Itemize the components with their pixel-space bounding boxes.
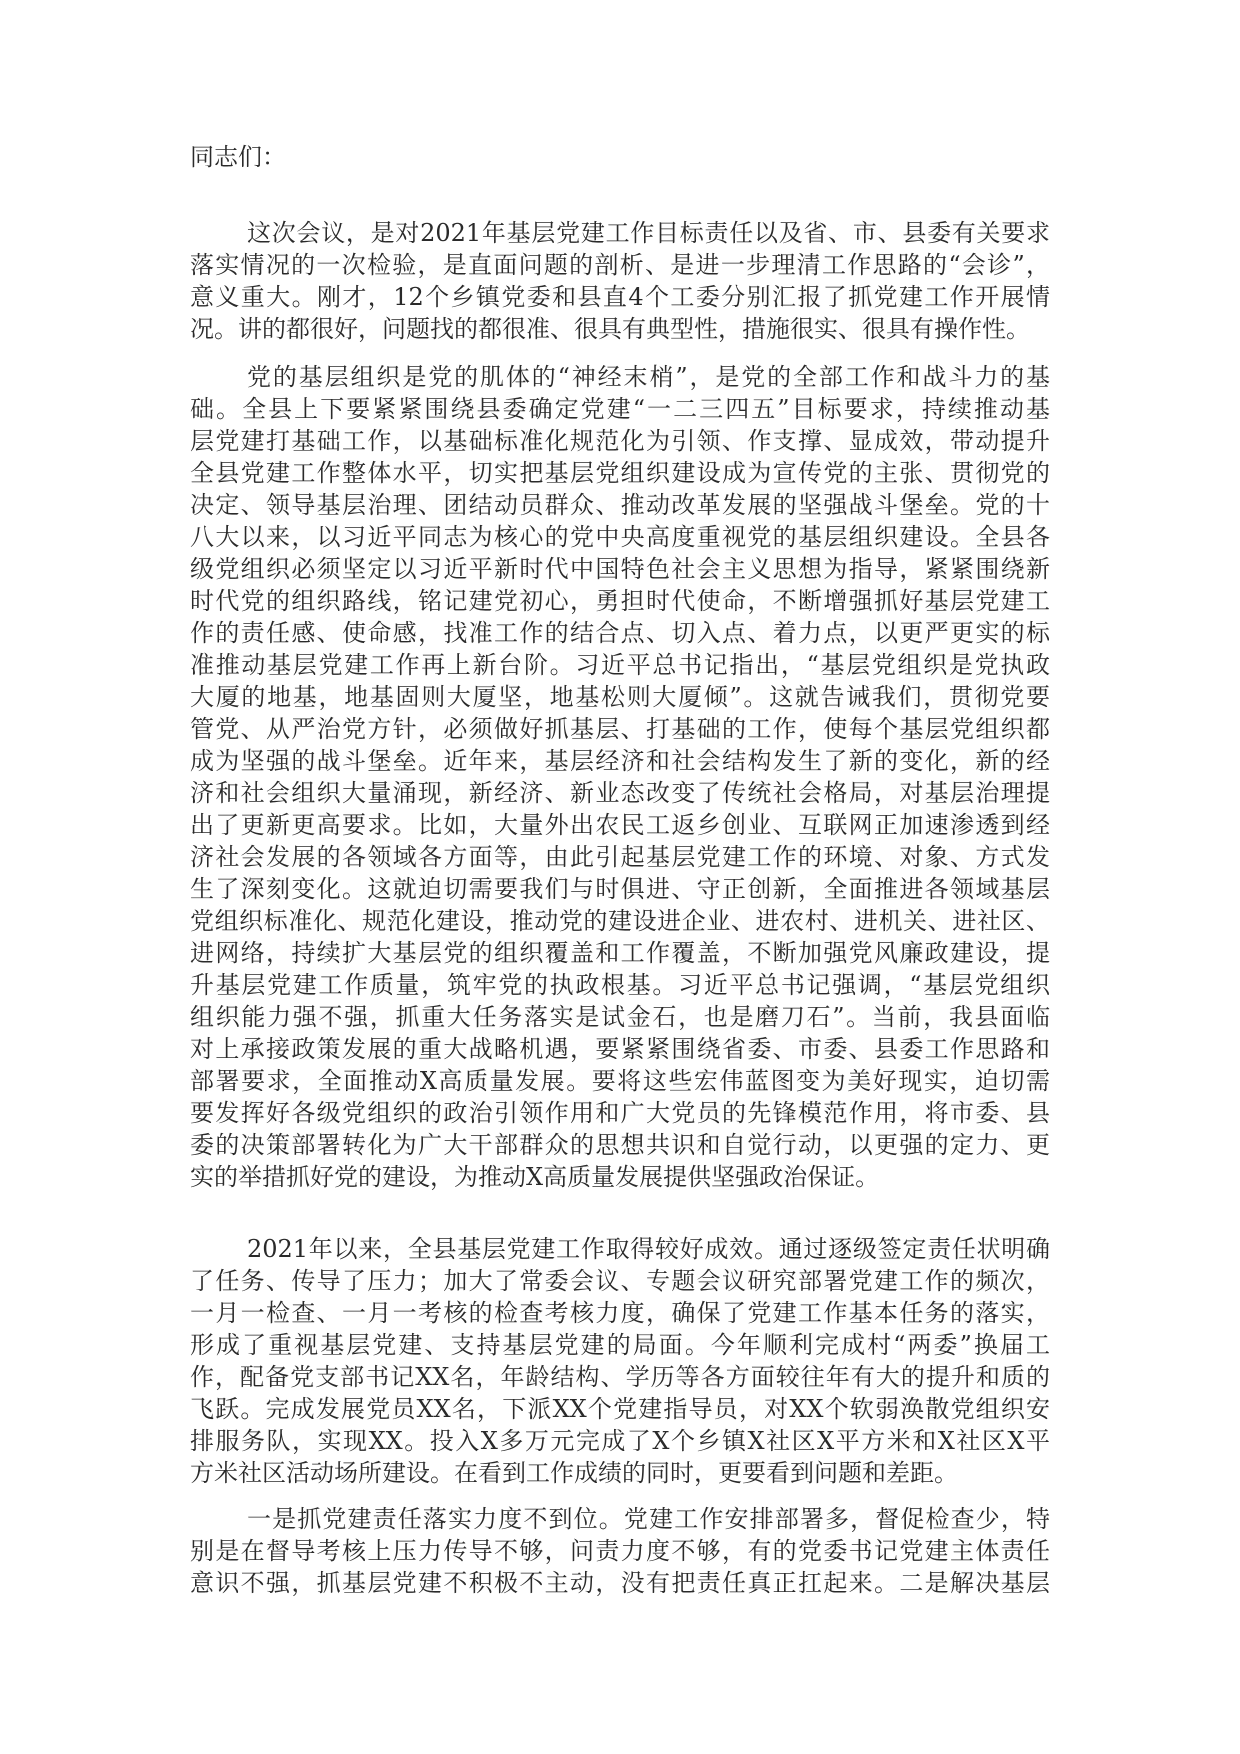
text-line (190, 777, 1050, 809)
text-line (190, 1425, 1050, 1457)
text-line (190, 361, 1050, 393)
line-text: 层党建打基础工作，以基础标准化规范化为引领、作支撑、显成效，带动提升 (190, 427, 1050, 455)
text-line (190, 1503, 1050, 1535)
line-text: 党组织标准化、规范化建设，推动党的建设进企业、进农村、进机关、进社区、 (190, 907, 1050, 935)
text-line (190, 457, 1050, 489)
line-text: 大厦的地基，地基固则大厦坚，地基松则大厦倾”。这就告诫我们，贯彻党要 (190, 683, 1050, 711)
line-text: 进网络，持续扩大基层党的组织覆盖和工作覆盖，不断加强党风廉政建设，提 (190, 939, 1050, 967)
line-text: 八大以来，以习近平同志为核心的党中央高度重视党的基层组织建设。全县各 (190, 523, 1050, 551)
text-line (190, 809, 1050, 841)
line-text: 2021年以来，全县基层党建工作取得较好成效。通过逐级签定责任状明确 (247, 1235, 1050, 1263)
line-text: 要发挥好各级党组织的政治引领作用和广大党员的先锋模范作用，将市委、县 (190, 1099, 1050, 1127)
line-text: 飞跃。完成发展党员XX名，下派XX个党建指导员，对XX个软弱涣散党组织安 (190, 1395, 1050, 1423)
line-text: 升基层党建工作质量，筑牢党的执政根基。习近平总书记强调，“基层党组织 (190, 971, 1050, 999)
text-line (190, 713, 1050, 745)
text-line (190, 425, 1050, 457)
text-line (190, 905, 1050, 937)
line-text: 对上承接政策发展的重大战略机遇，要紧紧围绕省委、市委、县委工作思路和 (190, 1035, 1050, 1063)
line-text: 济社会发展的各领域各方面等，由此引起基层党建工作的环境、对象、方式发 (190, 843, 1050, 871)
text-line (190, 1297, 1050, 1329)
text-line (190, 1001, 1050, 1033)
text-line (190, 553, 1050, 585)
paragraph (190, 217, 1060, 345)
text-line (190, 1457, 1050, 1489)
text-line (190, 393, 1050, 425)
text-line (190, 1033, 1050, 1065)
line-text: 一是抓党建责任落实力度不到位。党建工作安排部署多，督促检查少，特 (247, 1505, 1050, 1533)
line-text: 作，配备党支部书记XX名，年龄结构、学历等各方面较往年有大的提升和质的 (190, 1363, 1050, 1391)
line-text: 作的责任感、使命感，找准工作的结合点、切入点、着力点，以更严更实的标 (190, 619, 1050, 647)
line-text: 出了更新更高要求。比如，大量外出农民工返乡创业、互联网正加速渗透到经 (190, 811, 1050, 839)
line-text: 级党组织必须坚定以习近平新时代中国特色社会主义思想为指导，紧紧围绕新 (190, 555, 1050, 583)
text-line (190, 249, 1050, 281)
line-text: 形成了重视基层党建、支持基层党建的局面。今年顺利完成村“两委”换届工 (190, 1331, 1050, 1359)
line-text: 这次会议，是对2021年基层党建工作目标责任以及省、市、县委有关要求 (247, 219, 1050, 247)
line-text: 组织能力强不强，抓重大任务落实是试金石，也是磨刀石”。当前，我县面临 (190, 1003, 1050, 1031)
text-line (190, 1535, 1050, 1567)
line-text: 实的举措抓好党的建设，为推动X高质量发展提供坚强政治保证。 (190, 1163, 880, 1191)
paragraph (190, 1503, 1060, 1599)
text-line (190, 1233, 1050, 1265)
text-line (190, 1097, 1050, 1129)
line-text: 委的决策部署转化为广大干部群众的思想共识和自觉行动，以更强的定力、更 (190, 1131, 1050, 1159)
text-line (190, 217, 1050, 249)
line-text: 落实情况的一次检验，是直面问题的剖析、是进一步理清工作思路的“会诊”， (190, 251, 1050, 279)
line-text: 全县党建工作整体水平，切实把基层党组织建设成为宣传党的主张、贯彻党的 (190, 459, 1050, 487)
line-text: 了任务、传导了压力；加大了常委会议、专题会议研究部署党建工作的频次， (190, 1267, 1050, 1295)
paragraph (190, 361, 1060, 1193)
line-text: 管党、从严治党方针，必须做好抓基层、打基础的工作，使每个基层党组织都 (190, 715, 1050, 743)
line-text: 方米社区活动场所建设。在看到工作成绩的同时，更要看到问题和差距。 (190, 1459, 958, 1487)
text-line (190, 1065, 1050, 1097)
line-text: 别是在督导考核上压力传导不够，问责力度不够，有的党委书记党建主体责任 (190, 1537, 1050, 1565)
text-line (190, 937, 1050, 969)
line-text: 决定、领导基层治理、团结动员群众、推动改革发展的坚强战斗堡垒。党的十 (190, 491, 1050, 519)
line-text: 排服务队，实现XX。投入X多万元完成了X个乡镇X社区X平方米和X社区X平 (190, 1427, 1050, 1455)
line-text: 济和社会组织大量涌现，新经济、新业态改变了传统社会格局，对基层治理提 (190, 779, 1050, 807)
line-text: 成为坚强的战斗堡垒。近年来，基层经济和社会结构发生了新的变化，新的经 (190, 747, 1050, 775)
line-text: 时代党的组织路线，铭记建党初心，勇担时代使命，不断增强抓好基层党建工 (190, 587, 1050, 615)
text-line (190, 521, 1050, 553)
paragraph (190, 1233, 1060, 1489)
text-line (190, 1567, 1050, 1599)
line-text: 础。全县上下要紧紧围绕县委确定党建“一二三四五”目标要求，持续推动基 (190, 395, 1050, 423)
text-line (190, 1265, 1050, 1297)
line-text: 部署要求，全面推动X高质量发展。要将这些宏伟蓝图变为美好现实，迫切需 (190, 1067, 1050, 1095)
text-line (190, 585, 1050, 617)
text-line (190, 281, 1050, 313)
text-line (190, 1161, 1050, 1193)
line-text: 况。讲的都很好，问题找的都很准、很具有典型性，措施很实、很具有操作性。 (190, 315, 1030, 343)
text-line (190, 649, 1050, 681)
text-line (190, 617, 1050, 649)
text-line (190, 1393, 1050, 1425)
text-line (190, 745, 1050, 777)
line-text: 一月一检查、一月一考核的检查考核力度，确保了党建工作基本任务的落实， (190, 1299, 1050, 1327)
text-line (190, 841, 1050, 873)
text-line (190, 489, 1050, 521)
text-line (190, 681, 1050, 713)
line-text: 准推动基层党建工作再上新台阶。习近平总书记指出，“基层党组织是党执政 (190, 651, 1050, 679)
text-line (190, 1361, 1050, 1393)
line-text: 意识不强，抓基层党建不积极不主动，没有把责任真正扛起来。二是解决基层 (190, 1569, 1050, 1597)
text-line (190, 1129, 1050, 1161)
salutation: 同志们： (190, 143, 286, 171)
line-text: 党的基层组织是党的肌体的“神经末梢”，是党的全部工作和战斗力的基 (247, 363, 1050, 391)
text-line (190, 313, 1050, 345)
line-text: 生了深刻变化。这就迫切需要我们与时俱进、守正创新，全面推进各领域基层 (190, 875, 1050, 903)
line-text: 意义重大。刚才，12个乡镇党委和县直4个工委分别汇报了抓党建工作开展情 (190, 283, 1050, 311)
text-line (190, 969, 1050, 1001)
text-line (190, 873, 1050, 905)
text-line (190, 1329, 1050, 1361)
